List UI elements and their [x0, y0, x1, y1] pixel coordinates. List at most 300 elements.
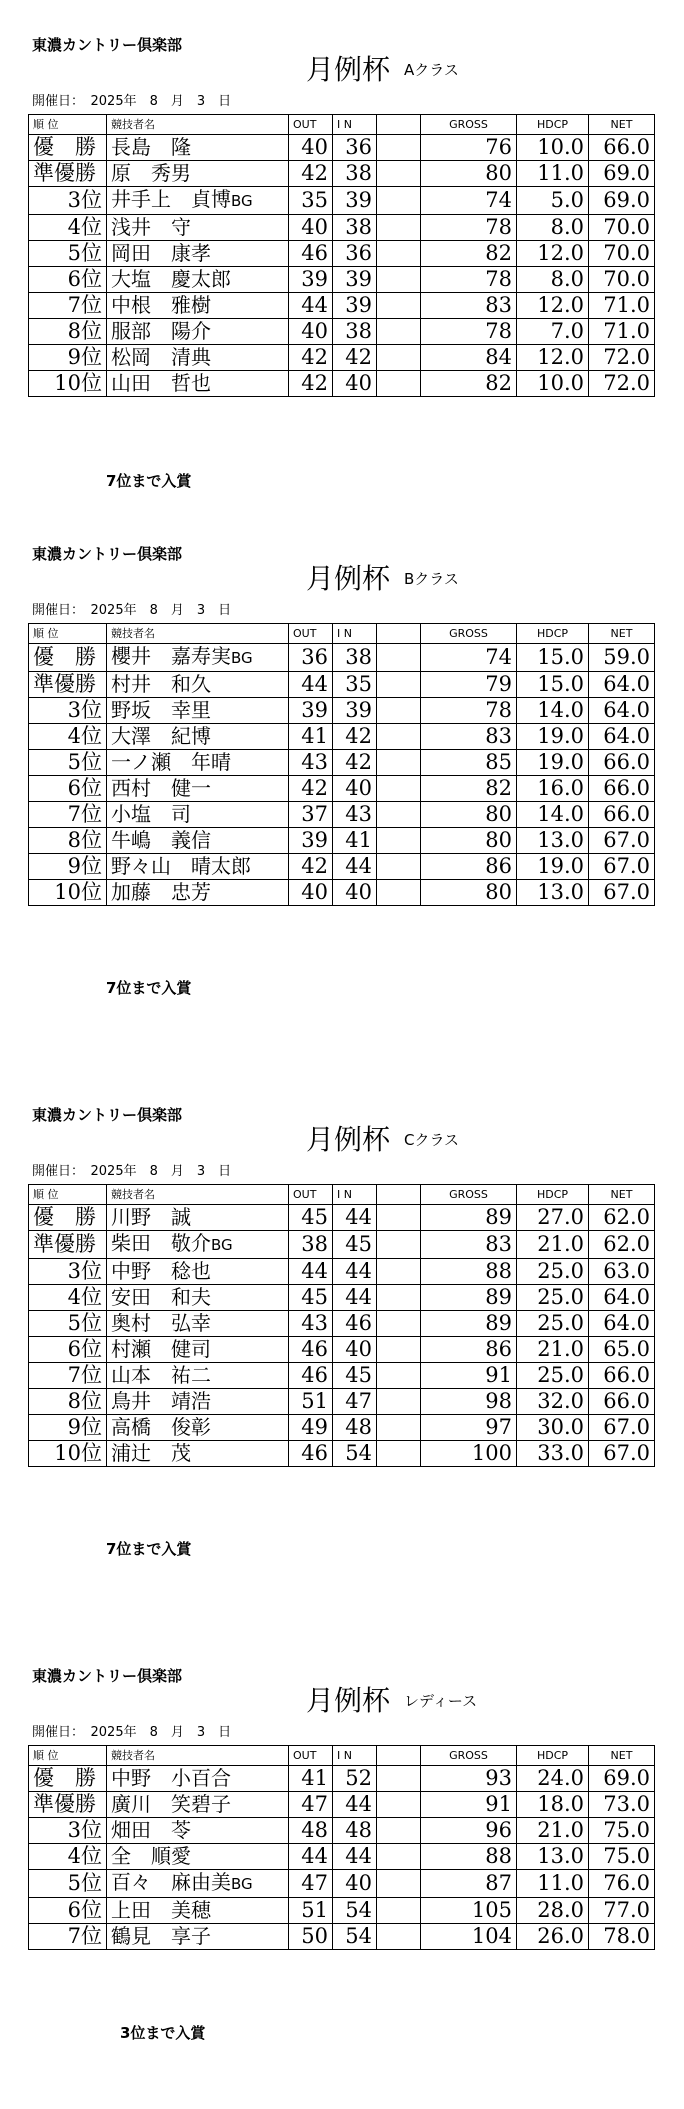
in-score-cell: 42	[333, 345, 377, 371]
gross-cell: 86	[421, 854, 517, 880]
net-cell: 66.0	[589, 1363, 655, 1389]
header-rank: 順 位	[29, 1746, 107, 1766]
out-score-cell: 49	[289, 1415, 333, 1441]
rank-cell: 5位	[29, 1311, 107, 1337]
player-name-cell	[107, 750, 289, 776]
out-score-cell: 51	[289, 1898, 333, 1924]
player-name: 小塩 司	[111, 802, 191, 826]
bg-mark: BG	[231, 192, 253, 210]
player-name: 中野 稔也	[111, 1259, 211, 1283]
out-score-cell: 39	[289, 267, 333, 293]
gross-cell: 105	[421, 1898, 517, 1924]
table-row	[29, 1389, 655, 1415]
blank-cell	[377, 161, 421, 187]
player-name-cell	[107, 1285, 289, 1311]
table-row	[29, 776, 655, 802]
table-header-row	[29, 1185, 655, 1205]
hdcp-cell: 14.0	[517, 698, 589, 724]
header-out: OUT	[289, 115, 333, 135]
out-score-cell: 42	[289, 161, 333, 187]
table-row	[29, 644, 655, 672]
in-score-cell: 36	[333, 135, 377, 161]
player-name-cell	[107, 1924, 289, 1950]
gross-cell: 80	[421, 161, 517, 187]
gross-cell: 88	[421, 1259, 517, 1285]
net-cell: 67.0	[589, 880, 655, 906]
table-row	[29, 880, 655, 906]
player-name-cell	[107, 1441, 289, 1467]
player-name: 一ノ瀬 年晴	[111, 750, 231, 774]
hdcp-cell: 18.0	[517, 1792, 589, 1818]
player-name-cell	[107, 880, 289, 906]
in-score-cell: 54	[333, 1898, 377, 1924]
player-name-cell	[107, 371, 289, 397]
player-name: 奥村 弘幸	[111, 1311, 211, 1335]
hdcp-cell: 10.0	[517, 371, 589, 397]
rank-cell: 6位	[29, 1898, 107, 1924]
in-score-cell: 44	[333, 1285, 377, 1311]
blank-cell	[377, 1818, 421, 1844]
in-score-cell: 54	[333, 1441, 377, 1467]
in-score-cell: 46	[333, 1311, 377, 1337]
class-label: レディース	[404, 1692, 478, 1710]
rank-cell: 10位	[29, 880, 107, 906]
player-name: 西村 健一	[111, 776, 211, 800]
gross-cell: 87	[421, 1870, 517, 1898]
rank-cell: 5位	[29, 241, 107, 267]
hdcp-cell: 26.0	[517, 1924, 589, 1950]
competition-title: 月例杯 Bクラス	[306, 562, 459, 595]
in-score-cell: 48	[333, 1415, 377, 1441]
net-cell: 75.0	[589, 1818, 655, 1844]
gross-cell: 76	[421, 135, 517, 161]
net-cell: 63.0	[589, 1259, 655, 1285]
table-row	[29, 1870, 655, 1898]
rank-cell: 3位	[29, 1259, 107, 1285]
net-cell: 66.0	[589, 776, 655, 802]
in-score-cell: 38	[333, 215, 377, 241]
rank-cell: 9位	[29, 854, 107, 880]
table-header-row	[29, 1746, 655, 1766]
player-name: 井手上 貞博	[111, 187, 231, 211]
player-name: 大澤 紀博	[111, 724, 211, 748]
player-name: 原 秀男	[111, 161, 191, 185]
header-name: 競技者名	[107, 624, 289, 644]
table-row	[29, 1792, 655, 1818]
net-cell: 69.0	[589, 161, 655, 187]
in-score-cell: 44	[333, 1792, 377, 1818]
gross-cell: 96	[421, 1818, 517, 1844]
prize-note: 7位まで入賞	[106, 979, 192, 997]
rank-cell: 7位	[29, 1924, 107, 1950]
player-name-cell	[107, 1259, 289, 1285]
table-row	[29, 828, 655, 854]
header-gross: GROSS	[421, 624, 517, 644]
rank-cell: 準優勝	[29, 161, 107, 187]
player-name: 櫻井 嘉寿実	[111, 644, 231, 668]
hdcp-cell: 19.0	[517, 750, 589, 776]
blank-cell	[377, 802, 421, 828]
gross-cell: 89	[421, 1205, 517, 1231]
header-blank	[377, 1746, 421, 1766]
blank-cell	[377, 698, 421, 724]
gross-cell: 82	[421, 371, 517, 397]
prize-note: 3位まで入賞	[120, 2024, 206, 2042]
gross-cell: 83	[421, 724, 517, 750]
blank-cell	[377, 1337, 421, 1363]
competition-title: 月例杯 レディース	[306, 1684, 478, 1717]
in-score-cell: 38	[333, 319, 377, 345]
results-table	[28, 1745, 655, 1950]
player-name: 浅井 守	[111, 215, 191, 239]
hdcp-cell: 5.0	[517, 187, 589, 215]
header-in: I N	[333, 1746, 377, 1766]
gross-cell: 78	[421, 319, 517, 345]
in-score-cell: 43	[333, 802, 377, 828]
out-score-cell: 44	[289, 293, 333, 319]
gross-cell: 78	[421, 267, 517, 293]
out-score-cell: 39	[289, 698, 333, 724]
rank-cell: 優 勝	[29, 1766, 107, 1792]
player-name: 浦辻 茂	[111, 1441, 191, 1465]
table-header-row	[29, 624, 655, 644]
header-in: I N	[333, 624, 377, 644]
player-name: 山田 哲也	[111, 371, 211, 395]
net-cell: 66.0	[589, 135, 655, 161]
class-label: Aクラス	[404, 61, 459, 79]
header-net: NET	[589, 624, 655, 644]
player-name-cell	[107, 215, 289, 241]
event-date: 開催日： 2025年 8 月 3 日	[32, 94, 232, 109]
table-row	[29, 1363, 655, 1389]
event-date: 開催日： 2025年 8 月 3 日	[32, 1725, 232, 1740]
player-name: 全 順愛	[111, 1844, 191, 1868]
table-row	[29, 750, 655, 776]
player-name-cell	[107, 241, 289, 267]
out-score-cell: 43	[289, 1311, 333, 1337]
in-score-cell: 40	[333, 1337, 377, 1363]
gross-cell: 80	[421, 828, 517, 854]
hdcp-cell: 10.0	[517, 135, 589, 161]
player-name: 牛嶋 義信	[111, 828, 211, 852]
club-name: 東濃カントリー倶楽部	[32, 36, 183, 54]
blank-cell	[377, 1766, 421, 1792]
blank-cell	[377, 1389, 421, 1415]
out-score-cell: 38	[289, 1231, 333, 1259]
rank-cell: 9位	[29, 1415, 107, 1441]
gross-cell: 89	[421, 1285, 517, 1311]
hdcp-cell: 11.0	[517, 161, 589, 187]
table-row	[29, 1766, 655, 1792]
table-row	[29, 293, 655, 319]
hdcp-cell: 16.0	[517, 776, 589, 802]
net-cell: 72.0	[589, 371, 655, 397]
in-score-cell: 39	[333, 293, 377, 319]
player-name-cell	[107, 672, 289, 698]
net-cell: 76.0	[589, 1870, 655, 1898]
header-out: OUT	[289, 624, 333, 644]
player-name-cell	[107, 854, 289, 880]
gross-cell: 97	[421, 1415, 517, 1441]
out-score-cell: 42	[289, 776, 333, 802]
player-name: 野々山 晴太郎	[111, 854, 251, 878]
table-row	[29, 1898, 655, 1924]
player-name: 高橋 俊彰	[111, 1415, 211, 1439]
player-name: 長島 隆	[111, 135, 191, 159]
net-cell: 66.0	[589, 802, 655, 828]
net-cell: 67.0	[589, 1415, 655, 1441]
blank-cell	[377, 672, 421, 698]
gross-cell: 100	[421, 1441, 517, 1467]
player-name: 大塩 慶太郎	[111, 267, 231, 291]
gross-cell: 91	[421, 1792, 517, 1818]
out-score-cell: 40	[289, 135, 333, 161]
gross-cell: 82	[421, 241, 517, 267]
blank-cell	[377, 1792, 421, 1818]
player-name-cell	[107, 776, 289, 802]
rank-cell: 10位	[29, 1441, 107, 1467]
hdcp-cell: 8.0	[517, 215, 589, 241]
player-name-cell	[107, 187, 289, 215]
player-name: 中根 雅樹	[111, 293, 211, 317]
player-name: 柴田 敬介	[111, 1231, 211, 1255]
bg-mark: BG	[231, 1875, 253, 1893]
player-name: 安田 和夫	[111, 1285, 211, 1309]
blank-cell	[377, 750, 421, 776]
in-score-cell: 41	[333, 828, 377, 854]
table-row	[29, 345, 655, 371]
table-row	[29, 187, 655, 215]
out-score-cell: 36	[289, 644, 333, 672]
gross-cell: 91	[421, 1363, 517, 1389]
class-label: Bクラス	[404, 570, 459, 588]
header-blank	[377, 624, 421, 644]
bg-mark: BG	[231, 649, 253, 667]
in-score-cell: 40	[333, 371, 377, 397]
net-cell: 65.0	[589, 1337, 655, 1363]
player-name: 加藤 忠芳	[111, 880, 211, 904]
player-name-cell	[107, 1311, 289, 1337]
header-hdcp: HDCP	[517, 1185, 589, 1205]
hdcp-cell: 12.0	[517, 293, 589, 319]
in-score-cell: 40	[333, 1870, 377, 1898]
rank-cell: 準優勝	[29, 672, 107, 698]
out-score-cell: 42	[289, 345, 333, 371]
out-score-cell: 42	[289, 371, 333, 397]
hdcp-cell: 12.0	[517, 241, 589, 267]
hdcp-cell: 32.0	[517, 1389, 589, 1415]
table-row	[29, 1285, 655, 1311]
hdcp-cell: 19.0	[517, 724, 589, 750]
hdcp-cell: 7.0	[517, 319, 589, 345]
in-score-cell: 48	[333, 1818, 377, 1844]
rank-cell: 6位	[29, 1337, 107, 1363]
player-name-cell	[107, 161, 289, 187]
in-score-cell: 44	[333, 1259, 377, 1285]
player-name: 廣川 笑碧子	[111, 1792, 231, 1816]
rank-cell: 7位	[29, 293, 107, 319]
player-name-cell	[107, 135, 289, 161]
rank-cell: 4位	[29, 215, 107, 241]
player-name-cell	[107, 293, 289, 319]
player-name: 村瀬 健司	[111, 1337, 211, 1361]
in-score-cell: 38	[333, 161, 377, 187]
gross-cell: 78	[421, 698, 517, 724]
hdcp-cell: 33.0	[517, 1441, 589, 1467]
hdcp-cell: 24.0	[517, 1766, 589, 1792]
gross-cell: 98	[421, 1389, 517, 1415]
player-name: 野坂 幸里	[111, 698, 211, 722]
player-name-cell	[107, 1205, 289, 1231]
hdcp-cell: 14.0	[517, 802, 589, 828]
net-cell: 64.0	[589, 672, 655, 698]
blank-cell	[377, 345, 421, 371]
rank-cell: 3位	[29, 698, 107, 724]
rank-cell: 3位	[29, 187, 107, 215]
net-cell: 69.0	[589, 187, 655, 215]
competition-title: 月例杯 Aクラス	[306, 53, 459, 86]
out-score-cell: 41	[289, 724, 333, 750]
hdcp-cell: 25.0	[517, 1363, 589, 1389]
table-header-row	[29, 115, 655, 135]
out-score-cell: 51	[289, 1389, 333, 1415]
blank-cell	[377, 828, 421, 854]
net-cell: 69.0	[589, 1766, 655, 1792]
player-name-cell	[107, 1818, 289, 1844]
gross-cell: 93	[421, 1766, 517, 1792]
player-name-cell	[107, 1363, 289, 1389]
out-score-cell: 42	[289, 854, 333, 880]
gross-cell: 79	[421, 672, 517, 698]
gross-cell: 82	[421, 776, 517, 802]
blank-cell	[377, 1441, 421, 1467]
header-net: NET	[589, 1185, 655, 1205]
net-cell: 72.0	[589, 345, 655, 371]
player-name-cell	[107, 1898, 289, 1924]
out-score-cell: 47	[289, 1870, 333, 1898]
prize-note: 7位まで入賞	[106, 1540, 192, 1558]
class-label: Cクラス	[404, 1131, 460, 1149]
table-row	[29, 672, 655, 698]
header-rank: 順 位	[29, 115, 107, 135]
rank-cell: 準優勝	[29, 1231, 107, 1259]
blank-cell	[377, 215, 421, 241]
table-row	[29, 267, 655, 293]
rank-cell: 優 勝	[29, 1205, 107, 1231]
header-rank: 順 位	[29, 1185, 107, 1205]
blank-cell	[377, 1205, 421, 1231]
competition-title: 月例杯 Cクラス	[306, 1123, 460, 1156]
blank-cell	[377, 267, 421, 293]
player-name: 村井 和久	[111, 672, 211, 696]
net-cell: 66.0	[589, 750, 655, 776]
player-name: 松岡 清典	[111, 345, 211, 369]
table-row	[29, 215, 655, 241]
blank-cell	[377, 1924, 421, 1950]
gross-cell: 80	[421, 802, 517, 828]
blank-cell	[377, 644, 421, 672]
player-name: 服部 陽介	[111, 319, 211, 343]
net-cell: 71.0	[589, 293, 655, 319]
rank-cell: 4位	[29, 1285, 107, 1311]
gross-cell: 74	[421, 187, 517, 215]
out-score-cell: 39	[289, 828, 333, 854]
table-row	[29, 371, 655, 397]
player-name-cell	[107, 802, 289, 828]
net-cell: 75.0	[589, 1844, 655, 1870]
out-score-cell: 40	[289, 880, 333, 906]
player-name: 山本 祐二	[111, 1363, 211, 1387]
rank-cell: 4位	[29, 1844, 107, 1870]
in-score-cell: 40	[333, 776, 377, 802]
rank-cell: 5位	[29, 750, 107, 776]
player-name: 岡田 康孝	[111, 241, 211, 265]
rank-cell: 8位	[29, 828, 107, 854]
club-name: 東濃カントリー倶楽部	[32, 1667, 183, 1685]
in-score-cell: 52	[333, 1766, 377, 1792]
rank-cell: 7位	[29, 802, 107, 828]
gross-cell: 83	[421, 1231, 517, 1259]
in-score-cell: 38	[333, 644, 377, 672]
net-cell: 66.0	[589, 1389, 655, 1415]
in-score-cell: 35	[333, 672, 377, 698]
blank-cell	[377, 776, 421, 802]
gross-cell: 86	[421, 1337, 517, 1363]
in-score-cell: 45	[333, 1231, 377, 1259]
header-gross: GROSS	[421, 115, 517, 135]
player-name-cell	[107, 1415, 289, 1441]
rank-cell: 6位	[29, 776, 107, 802]
in-score-cell: 47	[333, 1389, 377, 1415]
hdcp-cell: 8.0	[517, 267, 589, 293]
net-cell: 70.0	[589, 241, 655, 267]
out-score-cell: 35	[289, 187, 333, 215]
hdcp-cell: 13.0	[517, 880, 589, 906]
header-net: NET	[589, 115, 655, 135]
table-row	[29, 802, 655, 828]
event-date: 開催日： 2025年 8 月 3 日	[32, 603, 232, 618]
in-score-cell: 39	[333, 267, 377, 293]
blank-cell	[377, 1285, 421, 1311]
table-row	[29, 1818, 655, 1844]
player-name: 上田 美穂	[111, 1898, 211, 1922]
in-score-cell: 44	[333, 854, 377, 880]
blank-cell	[377, 1311, 421, 1337]
hdcp-cell: 13.0	[517, 828, 589, 854]
header-name: 競技者名	[107, 1185, 289, 1205]
table-row	[29, 854, 655, 880]
out-score-cell: 40	[289, 319, 333, 345]
player-name: 中野 小百合	[111, 1766, 231, 1790]
net-cell: 78.0	[589, 1924, 655, 1950]
hdcp-cell: 19.0	[517, 854, 589, 880]
rank-cell: 4位	[29, 724, 107, 750]
out-score-cell: 50	[289, 1924, 333, 1950]
header-in: I N	[333, 1185, 377, 1205]
in-score-cell: 36	[333, 241, 377, 267]
in-score-cell: 39	[333, 187, 377, 215]
blank-cell	[377, 187, 421, 215]
player-name-cell	[107, 644, 289, 672]
hdcp-cell: 25.0	[517, 1311, 589, 1337]
player-name-cell	[107, 267, 289, 293]
club-name: 東濃カントリー倶楽部	[32, 1106, 183, 1124]
out-score-cell: 45	[289, 1205, 333, 1231]
table-row	[29, 241, 655, 267]
rank-cell: 10位	[29, 371, 107, 397]
blank-cell	[377, 1870, 421, 1898]
table-row	[29, 1924, 655, 1950]
